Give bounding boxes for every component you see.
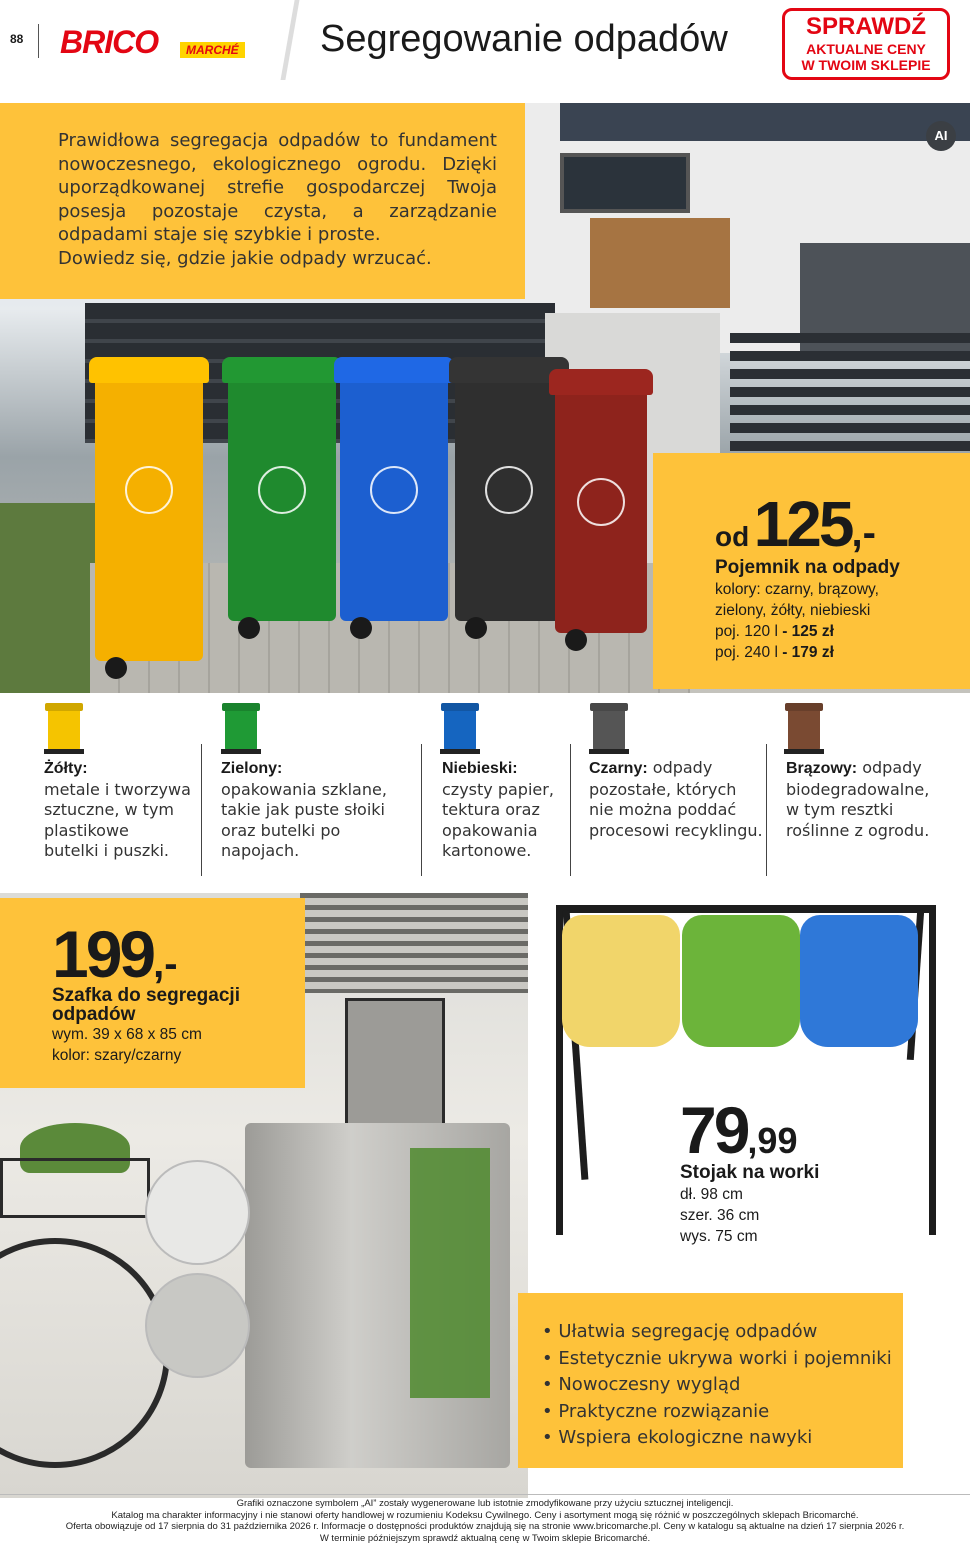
bin-wheel — [238, 617, 260, 639]
wood-panel — [590, 218, 730, 308]
price-row — [715, 487, 970, 561]
price-box-cabinet — [0, 898, 305, 1088]
bin-wheel — [105, 657, 127, 679]
product-color: kolor: szary/czarny — [52, 1047, 182, 1064]
waste-bin — [555, 383, 647, 633]
legend-line: oraz butelki po napojach. — [221, 820, 341, 860]
waste-bin — [340, 371, 448, 621]
recycle-icon — [370, 466, 418, 514]
legend-title: Czarny: — [589, 760, 648, 777]
price-row — [52, 916, 305, 992]
legend-text — [221, 758, 421, 862]
legend-text — [44, 758, 194, 862]
detail-hook — [145, 1273, 250, 1378]
recycle-icon — [258, 466, 306, 514]
legend-line: tektura oraz — [442, 800, 540, 819]
ai-badge: AI — [926, 121, 956, 151]
page-title: Segregowanie odpadów — [320, 18, 728, 60]
legend-line: nie można poddać — [589, 800, 737, 819]
footer-line: Oferta obowiązuje od 17 sierpnia do 31 października 2026 r. Informacje o dostępności produktów znajdują się na stronie www.bricomarche.pl. Ceny w katalogu są aktualne na dzień 17 sierpnia 2026 r. — [65, 1521, 905, 1532]
bin-wheel — [565, 629, 587, 651]
cabinet-bag — [410, 1148, 490, 1398]
legend-line: metale i tworzywa — [44, 779, 191, 799]
bike-basket — [0, 1158, 150, 1218]
check-title: SPRAWDŹ — [806, 13, 926, 40]
waste-bin — [228, 371, 336, 621]
price-value: 125 — [753, 488, 852, 560]
price-prefix: od — [715, 521, 750, 552]
bin-lid — [549, 369, 653, 395]
bin-wheel — [465, 617, 487, 639]
stand-bag-blue — [800, 915, 918, 1047]
house-roof — [560, 103, 970, 141]
window-blinds — [300, 893, 528, 993]
bin-icon — [593, 706, 625, 750]
price-suffix: ,- — [851, 511, 876, 555]
legend-title: Zielony: — [221, 760, 283, 777]
footer-line: Katalog ma charakter informacyjny i nie stanowi oferty handlowej w rozumieniu Kodeksu Cywilnego. Ceny i asortyment mogą się różnić w poszczególnych sklepach Bricomarché. — [111, 1509, 859, 1521]
legend-desc: odpady — [857, 758, 922, 777]
legend-divider — [421, 744, 422, 876]
legend-line: w tym resztki — [786, 800, 894, 819]
stand-top-bar — [556, 905, 936, 913]
legend-line: opakowania — [442, 820, 538, 840]
product-width: szer. 36 cm — [680, 1207, 760, 1224]
legend-line: procesowi recyklingu. — [589, 820, 763, 840]
legend-divider — [766, 744, 767, 876]
bin-icon — [444, 706, 476, 750]
bin-lid — [222, 357, 342, 383]
product-name: Szafka do segregacji odpadów — [52, 985, 240, 1025]
capacity-120-price: - 125 zł — [782, 623, 834, 640]
bin-icon — [225, 706, 257, 750]
footer-line: W terminie późniejszym sprawdź aktualną cenę w Twoim sklepie Bricomarché. — [319, 1532, 651, 1544]
brand-logo[interactable] — [60, 20, 260, 64]
grass — [0, 503, 95, 693]
features-box — [518, 1293, 903, 1468]
intro-box — [0, 103, 525, 299]
legend-title: Niebieski: — [442, 760, 518, 777]
bin-icon — [48, 706, 80, 750]
waste-bin — [95, 371, 203, 661]
check-prices-badge — [782, 8, 950, 80]
capacity-120 — [715, 621, 970, 642]
bin-icon — [788, 706, 820, 750]
color-legend — [0, 706, 970, 876]
product-name: Stojak na worki — [680, 1162, 820, 1183]
intro-text-2: Dowiedz się, gdzie jakie odpady wrzucać. — [58, 247, 432, 269]
feature-item: • Estetycznie ukrywa worki i pojemniki — [542, 1347, 892, 1369]
capacity-240-label: poj. 240 l — [715, 644, 783, 661]
legend-text — [786, 758, 966, 841]
intro-text: Prawidłowa segregacja odpadów to fundament nowoczesnego, ekologicznego ogrodu. Dzięki uporządkowanej strefie gospodarczej Twoja posesja pozostaje czysta, a zarządzanie odpadami staje się szybkie i proste. — [58, 130, 497, 245]
house-window — [560, 153, 690, 213]
feature-item: • Wspiera ekologiczne nawyki — [542, 1427, 813, 1448]
product-colors-1: kolory: czarny, brązowy, — [715, 581, 879, 598]
legend-divider — [201, 744, 202, 876]
price-row — [680, 1092, 819, 1168]
product-height: wys. 75 cm — [680, 1228, 758, 1245]
footer-disclaimer — [0, 1494, 970, 1544]
header-divider — [38, 24, 39, 58]
legend-title: Żółty: — [44, 760, 88, 777]
bin-wheel — [350, 617, 372, 639]
capacity-120-label: poj. 120 l — [715, 623, 783, 640]
product-colors-2: zielony, żółty, niebieski — [715, 602, 871, 619]
product-length: dł. 98 cm — [680, 1186, 743, 1203]
capacity-240-price: - 179 zł — [782, 644, 834, 661]
price-suffix: ,- — [153, 942, 178, 986]
capacity-240 — [715, 642, 970, 663]
product-dims: wym. 39 x 68 x 85 cm — [52, 1026, 202, 1043]
bin-lid — [334, 357, 454, 383]
legend-title: Brązowy: — [786, 760, 858, 777]
legend-text — [589, 758, 764, 841]
price-cents: ,99 — [747, 1120, 798, 1161]
legend-divider — [570, 744, 571, 876]
recycle-icon — [485, 466, 533, 514]
legend-line: butelki i puszki. — [44, 841, 170, 860]
page-number: 88 — [10, 32, 24, 46]
legend-line: takie jak puste słoiki — [221, 800, 385, 819]
feature-item: • Praktyczne rozwiązanie — [542, 1400, 770, 1422]
legend-line: opakowania szklane, — [221, 779, 387, 799]
header-decoration — [270, 0, 310, 80]
recycle-icon — [577, 478, 625, 526]
stand-bag-green — [682, 915, 800, 1047]
price-value: 199 — [52, 917, 154, 991]
legend-line: pozostałe, których — [589, 779, 737, 799]
gate — [730, 333, 970, 463]
product-name: Pojemnik na odpady — [715, 557, 900, 578]
logo-marche: MARCHÉ — [180, 42, 245, 58]
price-box-bins — [653, 453, 970, 689]
check-line-1: AKTUALNE CENY — [806, 41, 926, 57]
legend-line: czysty papier, — [442, 779, 554, 799]
stand-bag-yellow — [562, 915, 680, 1047]
feature-item: • Ułatwia segregację odpadów — [542, 1321, 818, 1342]
legend-line: roślinne z ogrodu. — [786, 820, 930, 840]
recycle-icon — [125, 466, 173, 514]
detail-handle — [145, 1160, 250, 1265]
legend-text — [442, 758, 572, 862]
legend-line: plastikowe — [44, 820, 129, 840]
footer-line: Grafiki oznaczone symbolem „AI” zostały wygenerowane lub istotnie zmodyfikowane przy użyciu sztucznej inteligencji. — [236, 1498, 734, 1509]
waste-bin — [455, 371, 563, 621]
feature-item: • Nowoczesny wygląd — [542, 1374, 741, 1395]
price-value: 79 — [680, 1093, 748, 1167]
cabinet-lid — [345, 998, 445, 1138]
check-line-2: W TWOIM SKLEPIE — [801, 57, 931, 73]
bike-wheel — [0, 1238, 170, 1468]
stand-leg — [929, 905, 936, 1235]
bin-lid — [89, 357, 209, 383]
legend-desc: odpady — [647, 758, 713, 777]
legend-line: sztuczne, w tym — [44, 800, 174, 819]
price-stand — [680, 1092, 819, 1247]
legend-line: kartonowe. — [442, 841, 532, 860]
logo-brico: BRICO — [60, 24, 159, 60]
legend-line: biodegradowalne, — [786, 779, 930, 799]
